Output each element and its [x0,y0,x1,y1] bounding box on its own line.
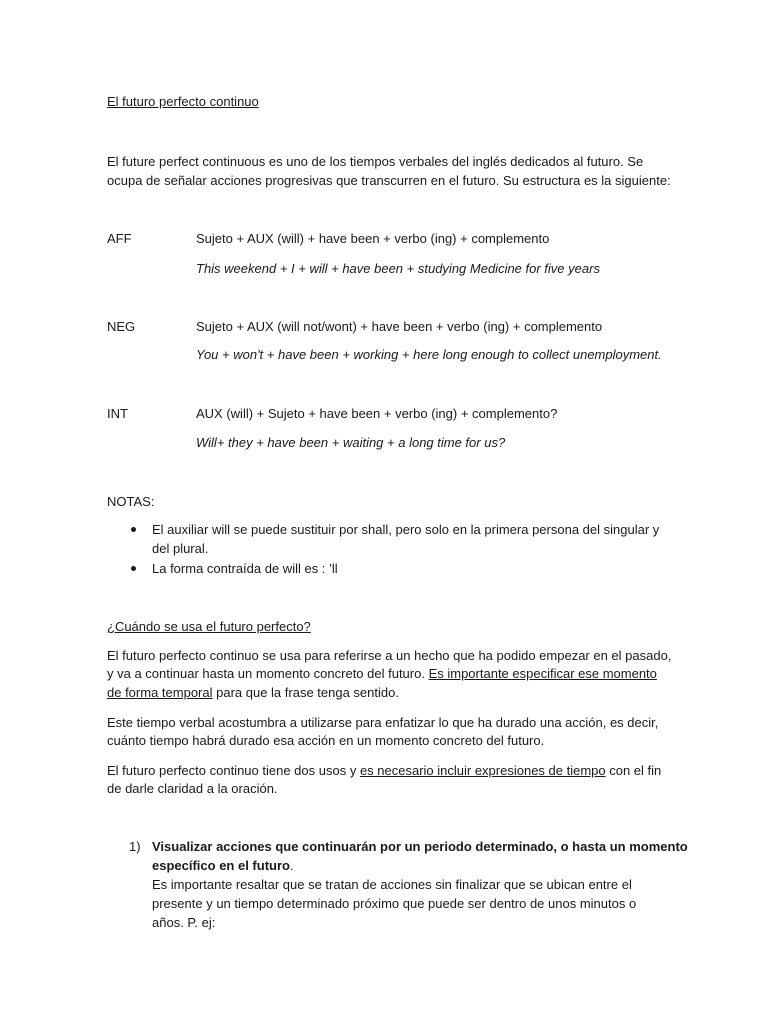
numbered-item-line-3: Es importante resaltar que se tratan de acciones sin finalizar que se ubican entre el [152,877,632,892]
usage-p1-line-1: El futuro perfecto continuo se usa para referirse a un hecho que ha podido empezar en el pasado, [107,648,672,663]
usage-p3-line-1-tail: con el fin [605,763,662,778]
numbered-item-number: 1) [129,839,141,854]
structure-formula-int: AUX (will) + Sujeto + have been + verbo (ing) + complemento? [196,406,558,421]
page-title: El futuro perfecto continuo [107,94,259,109]
usage-p3-line-2: de darle claridad a la oración. [107,781,278,796]
usage-p1-line-2 [107,664,657,683]
usage-p2-line-2: cuánto tiempo habrá durado esa acción en un momento concreto del futuro. [107,733,545,748]
numbered-item-line-2 [152,856,294,875]
usage-p2-line-1: Este tiempo verbal acostumbra a utilizarse para enfatizar lo que ha durado una acción, es decir, [107,715,659,730]
numbered-item-line-4: presente y un tiempo determinado próximo que puede ser dentro de unos minutos o [152,896,637,911]
usage-p1-line-2-underlined: Es importante especificar ese momento [428,666,657,681]
numbered-item-bold-line-2-tail: . [289,858,294,873]
bullet-dot-icon [131,527,136,532]
structure-example-neg: You + won't + have been + working + here long enough to collect unemployment. [196,347,662,362]
structure-formula-neg: Sujeto + AUX (will not/wont) + have been + verbo (ing) + complemento [196,319,603,334]
usage-p1-line-2-plain: y va a continuar hasta un momento concreto del futuro. [107,666,429,681]
usage-p1-line-3-plain: para que la frase tenga sentido. [212,685,399,700]
usage-heading: ¿Cuándo se usa el futuro perfecto? [107,619,311,634]
structure-label-int: INT [107,406,128,421]
note-2-line-1: La forma contraída de will es : ’ll [152,561,338,576]
structure-example-int: Will+ they + have been + waiting + a long time for us? [196,435,506,450]
note-1-line-2: del plural. [152,541,209,556]
numbered-item-line-5: años. P. ej: [152,915,216,930]
notes-heading: NOTAS: [107,494,155,509]
intro-line-1: El future perfect continuous es uno de los tiempos verbales del inglés dedicados al futuro. Se [107,154,644,169]
usage-p1-line-3 [107,683,399,702]
bullet-dot-icon [131,566,136,571]
usage-p1-line-3-underlined: de forma temporal [107,685,213,700]
usage-p3-line-1-plain: El futuro perfecto continuo tiene dos usos y [107,763,360,778]
note-1-line-1: El auxiliar will se puede sustituir por shall, pero solo en la primera persona del singular y [152,522,660,537]
numbered-item-bold-line-2: específico en el futuro [152,858,290,873]
numbered-item-bold-line-1: Visualizar acciones que continuarán por un periodo determinado, o hasta un momento [152,839,688,854]
usage-p3-line-1-underlined: es necesario incluir expresiones de tiempo [359,763,606,778]
structure-example-aff: This weekend + I + will + have been + studying Medicine for five years [196,261,600,276]
structure-formula-aff: Sujeto + AUX (will) + have been + verbo (ing) + complemento [196,231,550,246]
intro-line-2: ocupa de señalar acciones progresivas que transcurren en el futuro. Su estructura es la siguiente: [107,173,671,188]
structure-label-neg: NEG [107,319,136,334]
structure-label-aff: AFF [107,231,132,246]
usage-p3-line-1 [107,761,661,780]
